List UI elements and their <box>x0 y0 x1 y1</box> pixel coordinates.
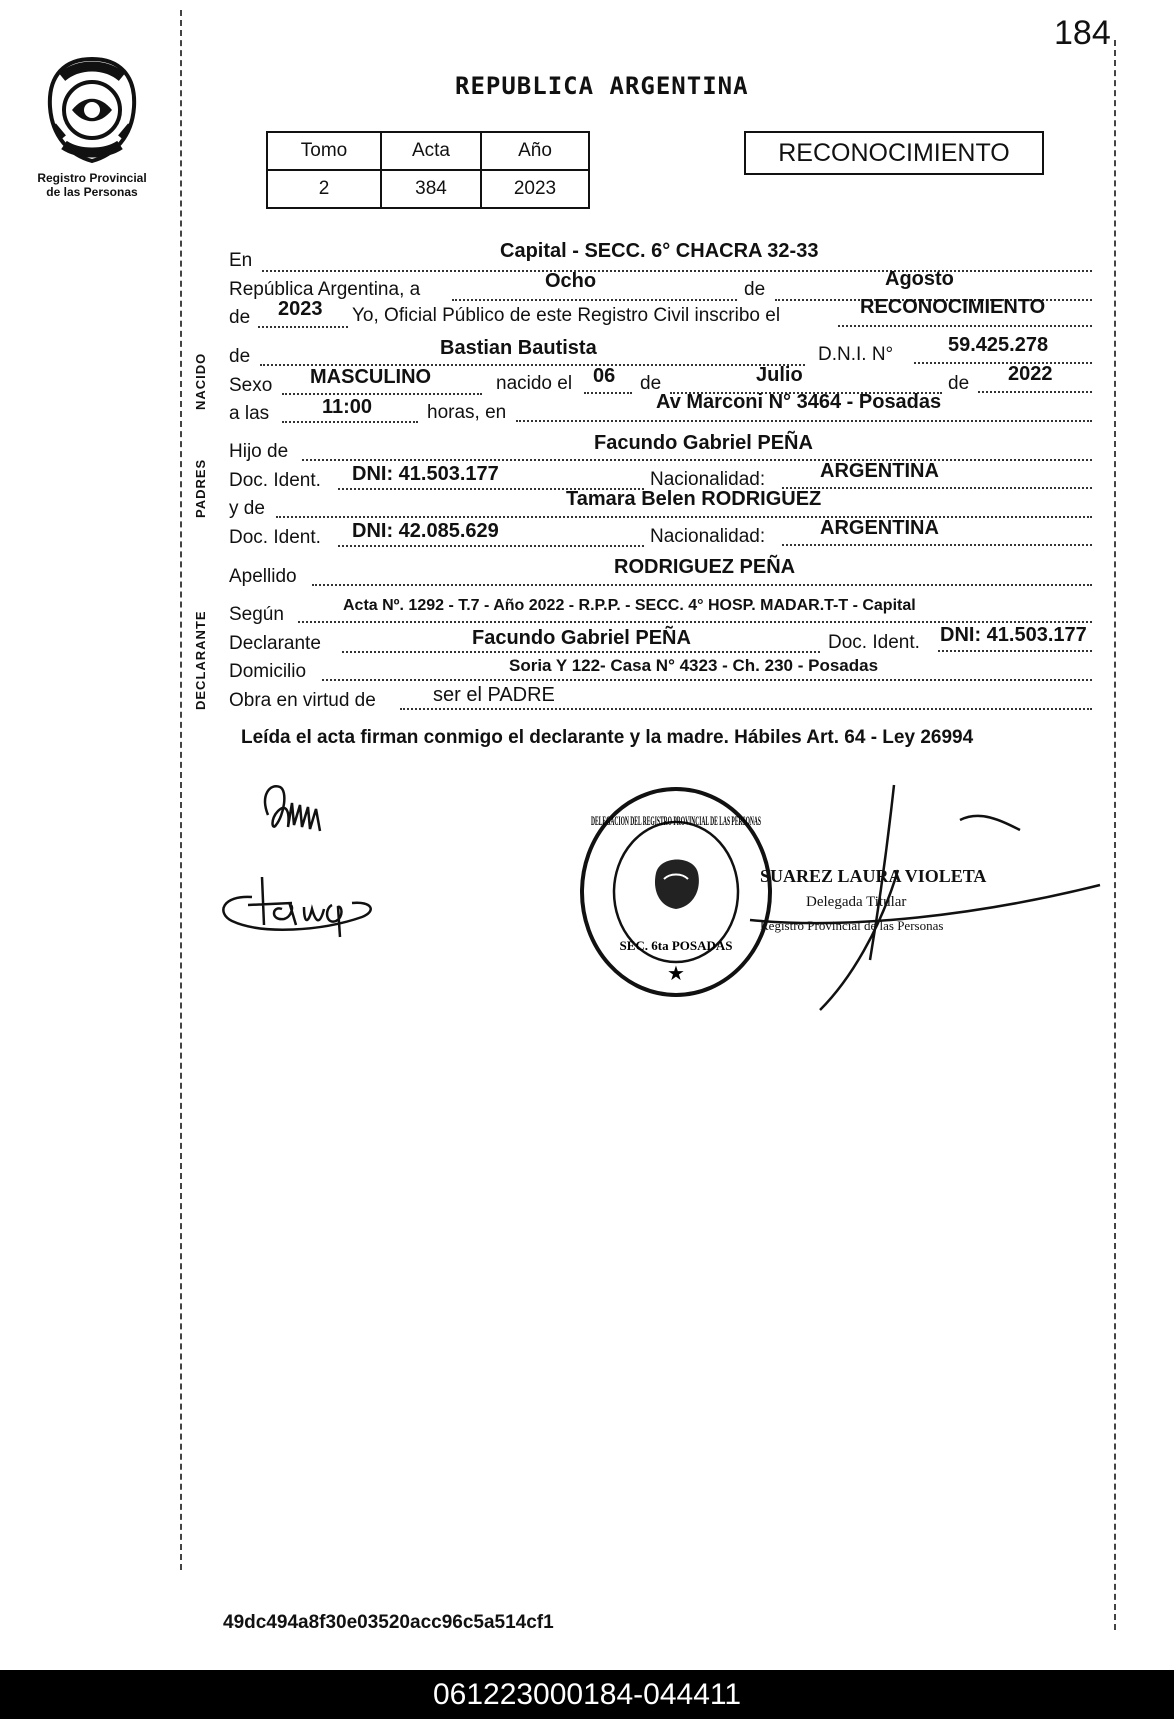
act-type-box: RECONOCIMIENTO <box>744 131 1044 175</box>
day-word: Ocho <box>545 270 597 292</box>
seal-ring-text: DELEGACION DEL REGISTRO PROVINCIAL DE LAS PERSONAS <box>591 813 761 828</box>
header-tomo: Tomo <box>267 132 381 170</box>
sex-dotted-line <box>282 393 482 395</box>
reference-table-header-row <box>267 132 589 170</box>
de4-label: de <box>948 373 970 394</box>
a-las-label: a las <box>229 403 270 424</box>
side-label-padres: PADRES <box>193 458 208 518</box>
republica-label: República Argentina, a <box>229 279 421 300</box>
officer-role: Delegada Titular <box>806 894 907 910</box>
declarant-doc-label: Doc. Ident. <box>828 632 920 653</box>
birth-place-dotted-line <box>516 420 1092 422</box>
mother-doc: DNI: 42.085.629 <box>352 520 499 542</box>
mother-doc-dotted-line <box>338 545 644 547</box>
day-dotted-line <box>452 299 737 301</box>
inscribo-dotted-line <box>838 325 1092 327</box>
reference-table-value-row <box>267 170 589 208</box>
hijo-de-label: Hijo de <box>229 441 289 462</box>
value-anio: 2023 <box>481 170 589 208</box>
mother-nationality: ARGENTINA <box>820 517 939 539</box>
header-anio: Año <box>481 132 589 170</box>
left-margin-line <box>180 10 182 1570</box>
obra-value: ser el PADRE <box>433 684 555 706</box>
country-title: REPUBLICA ARGENTINA <box>455 72 749 100</box>
declarant-name: Facundo Gabriel PEÑA <box>472 627 691 649</box>
inscribo-value: RECONOCIMIENTO <box>860 296 1046 318</box>
surname-dotted-line <box>312 584 1092 586</box>
declarant-name-dotted-line <box>342 651 820 653</box>
mother-nationality-dotted-line <box>782 544 1092 546</box>
mother-name: Tamara Belen RODRIGUEZ <box>566 488 822 510</box>
domicilio-label: Domicilio <box>229 661 307 682</box>
birth-time-dotted-line <box>282 421 418 423</box>
de2-label: de <box>229 307 251 328</box>
birth-place: Av Marconi N° 3464 - Posadas <box>656 391 942 413</box>
officer-signature <box>730 780 1110 1010</box>
address-dotted-line <box>322 679 1092 681</box>
legal-text: Leída el acta firman conmigo el declarante y la madre. Hábiles Art. 64 - Ley 26994 <box>241 727 974 748</box>
mother-doc-label: Doc. Ident. <box>229 527 321 548</box>
logo-caption-line2: de las Personas <box>46 185 138 199</box>
birth-year: 2022 <box>1008 363 1053 385</box>
side-label-declarante: DECLARANTE <box>193 610 208 710</box>
horas-label: horas, en <box>427 402 507 423</box>
side-label-nacido: NACIDO <box>193 352 208 410</box>
obra-dotted-line <box>400 708 1092 710</box>
footer-code: 061223000184-044411 <box>0 1670 1174 1719</box>
value-acta: 384 <box>381 170 481 208</box>
father-doc: DNI: 41.503.177 <box>352 463 499 485</box>
birth-month: Julio <box>756 364 803 386</box>
segun-dotted-line <box>298 621 1092 623</box>
seal-star-icon: ★ <box>667 963 685 985</box>
nacido-de-label: de <box>229 346 251 367</box>
declarant-doc-dotted-line <box>938 650 1092 652</box>
father-name: Facundo Gabriel PEÑA <box>594 432 813 454</box>
de3-label: de <box>640 373 662 394</box>
mother-nationality-label: Nacionalidad: <box>650 526 766 547</box>
logo-caption-line1: Registro Provincial <box>37 171 147 185</box>
registry-logo <box>22 55 162 199</box>
nacido-el-label: nacido el <box>496 373 573 394</box>
segun-value: Acta Nº. 1292 - T.7 - Año 2022 - R.P.P. - SECC. 4° HOSP. MADAR.T-T - Capital <box>343 597 916 614</box>
en-label: En <box>229 250 253 271</box>
obra-label: Obra en virtud de <box>229 690 376 711</box>
surname: RODRIGUEZ PEÑA <box>614 556 796 578</box>
officer-name: SUAREZ LAURA VIOLETA <box>760 866 987 886</box>
child-dni: 59.425.278 <box>948 334 1049 356</box>
reference-table <box>266 131 590 209</box>
birth-day: 06 <box>593 365 616 387</box>
father-nationality-label: Nacionalidad: <box>650 469 766 490</box>
year-value: 2023 <box>278 298 323 320</box>
segun-label: Según <box>229 604 284 625</box>
address: Soria Y 122- Casa N° 4323 - Ch. 230 - Posadas <box>509 656 879 675</box>
father-name-dotted-line <box>302 459 1092 461</box>
birth-day-dotted-line <box>584 392 632 394</box>
en-value: Capital - SECC. 6° CHACRA 32-33 <box>500 240 819 262</box>
birth-time: 11:00 <box>322 396 373 418</box>
provincial-emblem-icon <box>44 55 140 165</box>
officer-office: Registro Provincial de las Personas <box>760 918 944 933</box>
declarante-label: Declarante <box>229 633 321 654</box>
de-label: de <box>744 279 766 300</box>
en-dotted-line <box>262 270 1092 272</box>
seal-inner-text: SEC. 6ta POSADAS <box>619 938 733 953</box>
year-dotted-line <box>258 326 348 328</box>
dni-label: D.N.I. N° <box>818 344 894 365</box>
value-tomo: 2 <box>267 170 381 208</box>
mother-name-dotted-line <box>276 516 1092 518</box>
header-acta: Acta <box>381 132 481 170</box>
declarant-signature <box>212 865 382 950</box>
sexo-label: Sexo <box>229 375 273 396</box>
month-word: Agosto <box>885 268 954 290</box>
child-dni-dotted-line <box>914 362 1092 364</box>
y-de-label: y de <box>229 498 265 519</box>
father-nationality: ARGENTINA <box>820 460 939 482</box>
mother-signature <box>250 775 360 855</box>
yo-text: Yo, Oficial Público de este Registro Civil inscribo el <box>352 305 781 326</box>
birth-year-dotted-line <box>978 391 1092 393</box>
sex-value: MASCULINO <box>310 366 432 388</box>
document-hash: 49dc494a8f30e03520acc96c5a514cf1 <box>223 1612 554 1633</box>
father-nationality-dotted-line <box>782 487 1092 489</box>
right-margin-line <box>1114 40 1116 1630</box>
father-doc-label: Doc. Ident. <box>229 470 321 491</box>
declarant-doc: DNI: 41.503.177 <box>940 624 1087 646</box>
apellido-label: Apellido <box>229 566 297 587</box>
child-name: Bastian Bautista <box>440 337 597 359</box>
page-number: 184 <box>1054 14 1111 52</box>
